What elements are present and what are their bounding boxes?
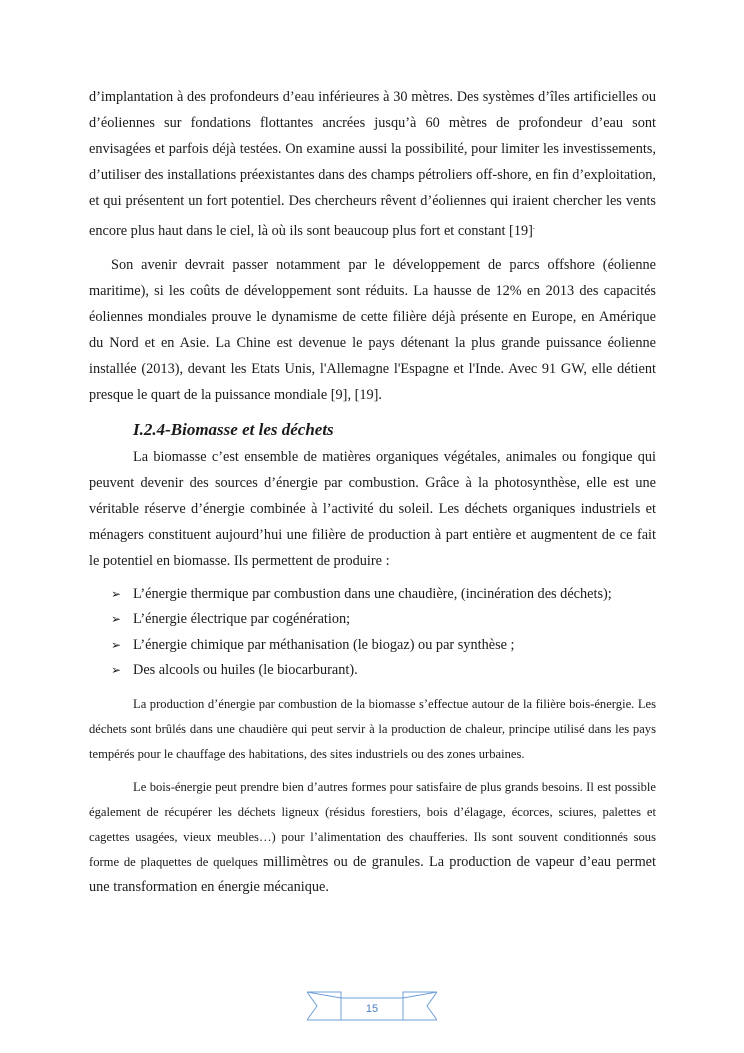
section-heading-biomasse: I.2.4-Biomasse et les déchets xyxy=(133,419,334,439)
reference-superscript: . xyxy=(532,222,535,231)
page-number: 15 xyxy=(365,1003,379,1015)
page-footer xyxy=(307,990,437,1026)
list-item: ➢ Des alcools ou huiles (le biocarburant). xyxy=(89,658,656,684)
paragraph-offshore-future: Son avenir devrait passer notamment par le développement de parcs offshore (éolienne maritime), si les coûts de développement sont réduits. La hausse de 12% en 2013 des capacités éoliennes mondiales prouve le dynamisme de cette filière déjà présente en Europe, en Amérique du Nord et en Asie. La Chine est devenue le pays détenant la plus grande puissance éolienne installée (2013), devant les Etats Unis, l'Allemagne l'Espagne et l'Inde. Avec 91 GW, elle détient presque le quart de la puissance mondiale [9], [19]. xyxy=(89,256,656,403)
paragraph-biomasse-intro: La biomasse c’est ensemble de matières organiques végétales, animales ou fongique qui peuvent devenir des sources d’énergie par combustion. Grâce à la photosynthèse, elle est une véritable réserve d’énergie combinée à l’activité du soleil. Les déchets organiques industriels et ménagers constituent aujourd’hui une filière de production à part entière et augmentent de ce fait le potentiel en biomasse. Ils permettent de produire : xyxy=(89,448,656,569)
paragraph-offshore-foundations xyxy=(89,84,656,244)
arrow-bullet-icon: ➢ xyxy=(111,586,122,601)
energy-forms-list xyxy=(89,582,656,684)
paragraph-bois-energie-formes: Le bois-énergie peut prendre bien d’autres formes pour satisfaire de plus grands besoins. Il est possible également de récupérer les déchets ligneux (résidus forestiers, bois d’élagage, écorces, sciures, palettes et cagettes usagées, vieux meubles…) pour l’alimentation des chaufferies. Ils sont souvent conditionnés sous forme de plaquettes de quelques millimètres ou de granules. La production de vapeur d’eau permet une transformation en énergie mécanique. xyxy=(89,779,657,895)
arrow-bullet-icon: ➢ xyxy=(111,612,122,627)
list-item: ➢ L’énergie chimique par méthanisation (le biogaz) ou par synthèse ; xyxy=(89,633,656,659)
page-body xyxy=(89,84,656,900)
list-item: ➢ L’énergie thermique par combustion dans une chaudière, (incinération des déchets); xyxy=(89,582,656,608)
small-text-block xyxy=(89,692,656,900)
paragraph-text: d’implantation à des profondeurs d’eau inférieures à 30 mètres. Des systèmes d’îles artificielles ou d’éoliennes sur fondations flottantes ancrées jusqu’à 60 mètres de profondeur d’eau sont envisagées et parfois déjà testées. On examine aussi la possibilité, pour limiter les investissements, d’utiliser des installations préexistantes dans des champs pétroliers off-shore, en fin d’exploitation, et qui présentent un fort potentiel. Des chercheurs rêvent d’éoliennes qui iraient chercher les vents encore plus haut dans le ciel, là où ils sont beaucoup plus fort et constant [19] xyxy=(89,89,656,239)
paragraph-bois-energie: La production d’énergie par combustion de la biomasse s’effectue autour de la filière bois-énergie. Les déchets sont brûlés dans une chaudière qui peut servir à la production de chaleur, principe utilisé dans les pays tempérés pour le chauffage des habitations, des sites industriels ou des zones urbaines. xyxy=(89,696,656,761)
arrow-bullet-icon: ➢ xyxy=(111,637,122,652)
list-item: ➢ L’énergie électrique par cogénération; xyxy=(89,607,656,633)
arrow-bullet-icon: ➢ xyxy=(111,663,122,678)
